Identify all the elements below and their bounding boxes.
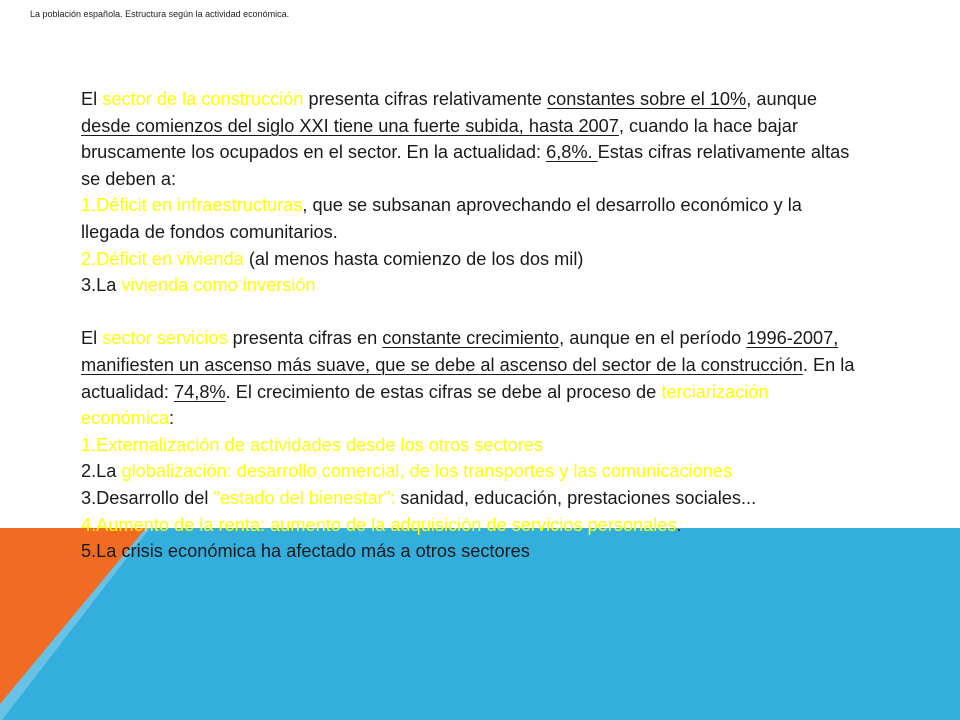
- services-item-2: 2.La globalización: desarrollo comercial, de los transportes y las comunicaciones: [81, 461, 733, 482]
- services-paragraph: El sector servicios presenta cifras en constante crecimiento, aunque en el período 1996-2007, manifiesten un ascenso más suave, que se debe al ascenso del sector de la construcción. En la actualidad: 74,8%. El crecimiento de estas cifras se debe al proceso de terciarización económica:: [81, 328, 855, 429]
- services-sector-term: sector servicios: [102, 328, 228, 349]
- services-growth-phrase: constante crecimiento: [382, 328, 560, 349]
- paragraph-spacer: [81, 299, 861, 326]
- services-item-5: 5.La crisis económica ha afectado más a otros sectores: [81, 541, 530, 562]
- services-current-value: 74,8%: [174, 381, 226, 402]
- services-item-3: 3.Desarrollo del "estado del bienestar": sanidad, educación, prestaciones sociales...: [81, 487, 757, 508]
- slide-header: La población española. Estructura según la actividad económica.: [30, 9, 290, 19]
- services-item-4: 4.Aumento de la renta: aumento de la adquisición de servicios personales.: [81, 514, 682, 535]
- construction-item-3: 3.La vivienda como inversión: [81, 275, 316, 296]
- slide-body: [81, 86, 861, 565]
- tertiarization-term: terciarización económica: [81, 381, 769, 429]
- construction-rise-phrase: desde comienzos del siglo XXI tiene una fuerte subida, hasta 2007: [81, 115, 619, 136]
- services-item-1: 1.Externalización de actividades desde los otros sectores: [81, 434, 544, 455]
- construction-item-2: 2.Déficit en vivienda (al menos hasta comienzo de los dos mil): [81, 248, 584, 269]
- construction-sector-term: sector de la construcción: [102, 89, 304, 109]
- construction-constant-phrase: constantes sobre el 10%: [547, 89, 747, 109]
- construction-current-value: 6,8%.: [546, 142, 598, 163]
- services-period-phrase: 1996-2007, manifiesten un ascenso más suave, que se debe al ascenso del sector de la construcción: [81, 328, 839, 375]
- construction-item-1: 1.Déficit en infraestructuras, que se subsanan aprovechando el desarrollo económico y la llegada de fondos comunitarios.: [81, 195, 802, 242]
- construction-paragraph: El sector de la construcción presenta cifras relativamente constantes sobre el 10%, aunque desde comienzos del siglo XXI tiene una fuerte subida, hasta 2007, cuando la hace bajar bruscamente los ocupados en el sector. En la actualidad: 6,8%. Estas cifras relativamente altas se deben a:: [81, 89, 850, 189]
